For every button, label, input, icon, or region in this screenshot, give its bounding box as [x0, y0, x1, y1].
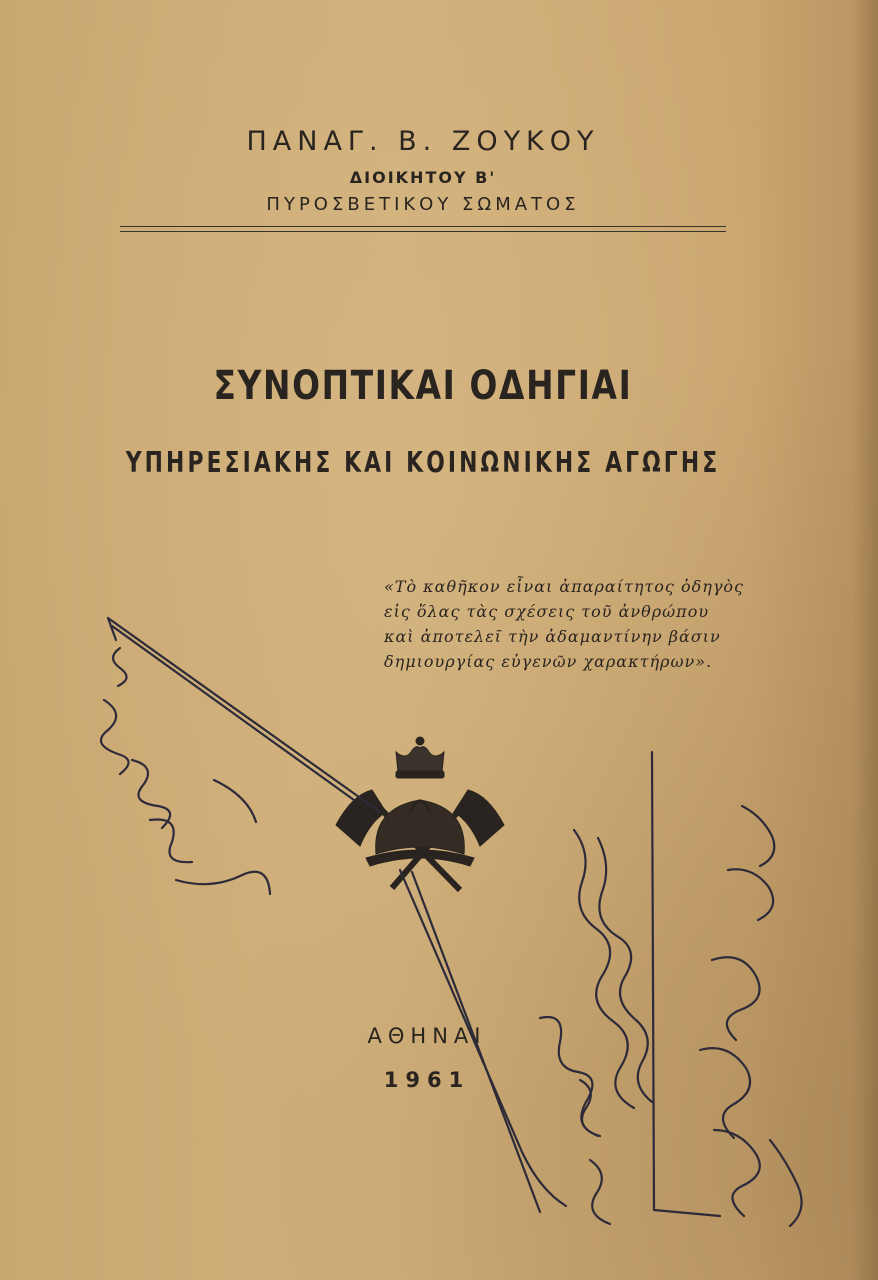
- quote-line: εἰς ὅλας τὰς σχέσεις τοῦ ἀνθρώπου: [384, 602, 710, 621]
- right-note-scribble: [700, 806, 802, 1226]
- book-title: ΣΥΝΟΠΤΙΚΑΙ ΟΔΗΓΙΑΙ: [213, 363, 633, 409]
- left-signature-scribble: [101, 648, 270, 894]
- pen-stroke: [654, 1210, 720, 1216]
- pen-stroke: [412, 872, 540, 1212]
- pen-stroke: [652, 752, 654, 1210]
- pen-stroke: [108, 618, 380, 812]
- middle-note-scribble: [540, 830, 652, 1224]
- quote-line: δημιουργίας εὐγενῶν χαρακτήρων».: [384, 652, 713, 671]
- quote-line: «Τὸ καθῆκον εἶναι ἀπαραίτητος ὁδηγὸς: [384, 577, 744, 596]
- publication-year: 1961: [383, 1068, 471, 1092]
- author-corps: ΠΥΡΟΣΒΕΤΙΚΟΥ ΣΩΜΑΤΟΣ: [266, 194, 580, 215]
- pen-stroke: [400, 870, 566, 1206]
- author-name: ΠΑΝΑΓ. Β. ΖΟΥΚΟΥ: [246, 126, 600, 157]
- author-rank: ΔΙΟΙΚΗΤΟΥ Β': [349, 168, 497, 187]
- book-subtitle: ΥΠΗΡΕΣΙΑΚΗΣ ΚΑΙ ΚΟΙΝΩΝΙΚΗΣ ΑΓΩΓΗΣ: [125, 446, 721, 479]
- quote-line: καὶ ἀποτελεῖ τὴν ἀδαμαντίνην βάσιν: [384, 627, 721, 646]
- publication-place: ΑΘΗΝΑΙ: [367, 1024, 487, 1048]
